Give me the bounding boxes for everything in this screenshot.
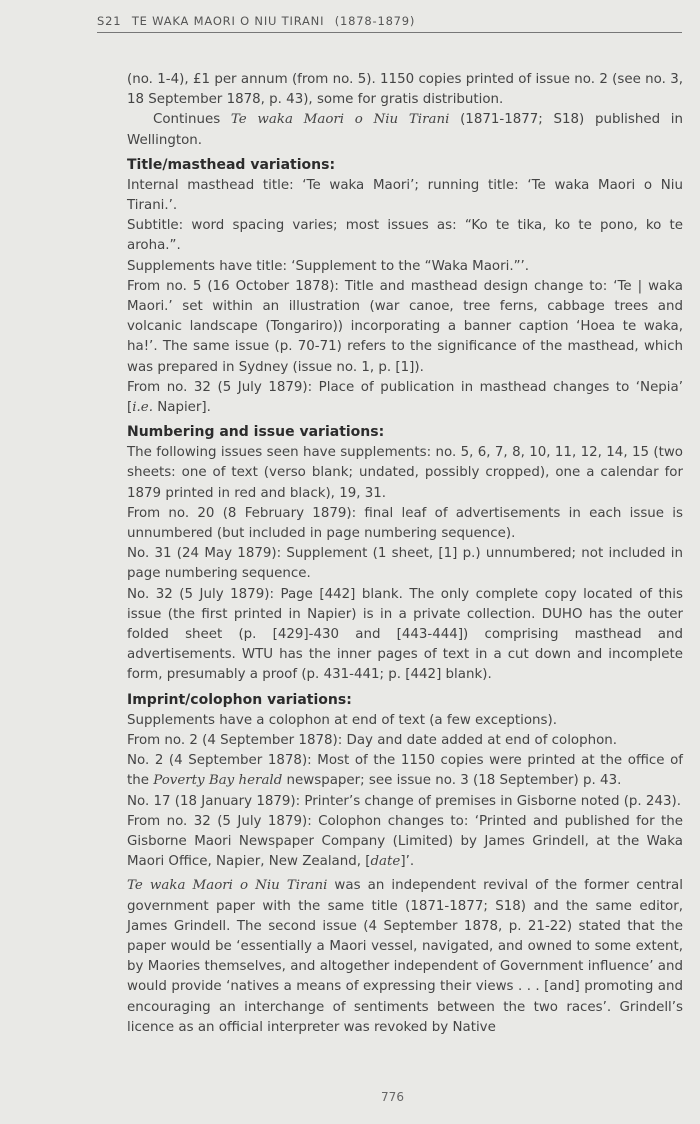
place-change-paragraph: From no. 32 (5 July 1879): Place of publication in masthead changes to ‘Nepia’ [i.e. Napier]. xyxy=(127,379,683,416)
history-title: Te waka Maori o Niu Tirani xyxy=(127,878,328,894)
continues-title: Te waka Maori o Niu Tirani xyxy=(230,112,450,128)
no31-paragraph: No. 31 (24 May 1879): Supplement (1 sheet, [1] p.) unnumbered; not included in page numbering sequence. xyxy=(127,546,683,582)
section-heading-numbering: Numbering and issue variations: xyxy=(127,424,385,441)
supplement-title-paragraph: Supplements have title: ‘Supplement to the “Waka Maori.”’. xyxy=(127,258,530,274)
running-header xyxy=(97,14,682,33)
supplements-paragraph: The following issues seen have supplements: no. 5, 6, 7, 8, 10, 11, 12, 14, 15 (two sheets: one of text (verso blank; undated, possibly cropped), one a calendar for 1879 printed in red and black), 19, 31. xyxy=(127,445,683,501)
day-date-paragraph: From no. 2 (4 September 1878): Day and date added at end of colophon. xyxy=(127,732,618,748)
section-heading-imprint: Imprint/colophon variations: xyxy=(127,691,352,708)
entry-body xyxy=(127,70,683,1038)
entry-code: S21 xyxy=(97,14,122,28)
running-title: TE WAKA MAORI O NIU TIRANI xyxy=(131,14,325,28)
continues-paragraph: Continues Te waka Maori o Niu Tirani (1871-1877; S18) published in Wellington. xyxy=(127,112,683,148)
printing-office-paragraph: No. 2 (4 September 1878): Most of the 1150 copies were printed at the office of the Poverty Bay herald newspaper; see issue no. 3 (18 September) p. 43. xyxy=(127,753,683,789)
page-number: 776 xyxy=(381,1090,404,1104)
section-heading-title-masthead: Title/masthead variations: xyxy=(127,156,336,173)
colophon-paragraph: Supplements have a colophon at end of text (a few exceptions). xyxy=(127,712,557,728)
premises-paragraph: No. 17 (18 January 1879): Printer’s change of premises in Gisborne noted (p. 243). xyxy=(127,793,681,809)
colophon-change-paragraph: From no. 32 (5 July 1879): Colophon changes to: ‘Printed and published for the Gisborne Maori Newspaper Company (Limited) by James Grindell, at the Waka Maori Office, Napier, New Zealand, [date]’. xyxy=(127,813,683,870)
intro-paragraph: (no. 1-4), £1 per annum (from no. 5). 1150 copies printed of issue no. 2 (see no. 3, 18 September 1878, p. 43), some for gratis distribution. xyxy=(127,72,683,108)
history-paragraph: Te waka Maori o Niu Tirani was an independent revival of the former central government paper with the same title (1871-1877; S18) and the same editor, James Grindell. The second issue (4 September 1878, p. 21-22) stated that the paper would be ‘essentially a Maori vessel, navigated, and owned to some extent, by Maories themselves, and altogether independent of Government influence’ and would provide ‘natives a means of expressing their views . . . [and] promoting and encouraging an interchange of sentiments between the two races’. Grindell’s licence as an official interpreter was revoked by Native xyxy=(127,878,683,1035)
running-years: (1878-1879) xyxy=(334,14,416,28)
unnumbered-leaf-paragraph: From no. 20 (8 February 1879): final leaf of advertisements in each issue is unnumbered (but included in page numbering sequence). xyxy=(127,505,683,542)
masthead-paragraph: Internal masthead title: ‘Te waka Maori’; running title: ‘Te waka Maori o Niu Tirani.’. xyxy=(127,177,683,214)
no32-paragraph: No. 32 (5 July 1879): Page [442] blank. The only complete copy located of this issue (the first printed in Napier) is in a private collection. DUHO has the outer folded sheet (p. [429]-430 and [443-444]) comprising masthead and advertisements. WTU has the inner pages of text in a cut down and incomplete form, presumably a proof (p. 431-441; p. [442] blank). xyxy=(127,586,683,683)
subtitle-paragraph: Subtitle: word spacing varies; most issues as: “Ko te tika, ko te pono, ko te aroha.”. xyxy=(127,218,683,254)
masthead-change-paragraph: From no. 5 (16 October 1878): Title and masthead design change to: ‘Te | waka Maori.’ set within an illustration (war canoe, tree ferns, cabbage trees and volcanic landscape (Tongariro)) incorporating a banner caption ‘Hoea te waka, ha!’. The same issue (p. 70-71) refers to the significance of the masthead, which was prepared in Sydney (issue no. 1, p. [1]). xyxy=(127,278,683,375)
